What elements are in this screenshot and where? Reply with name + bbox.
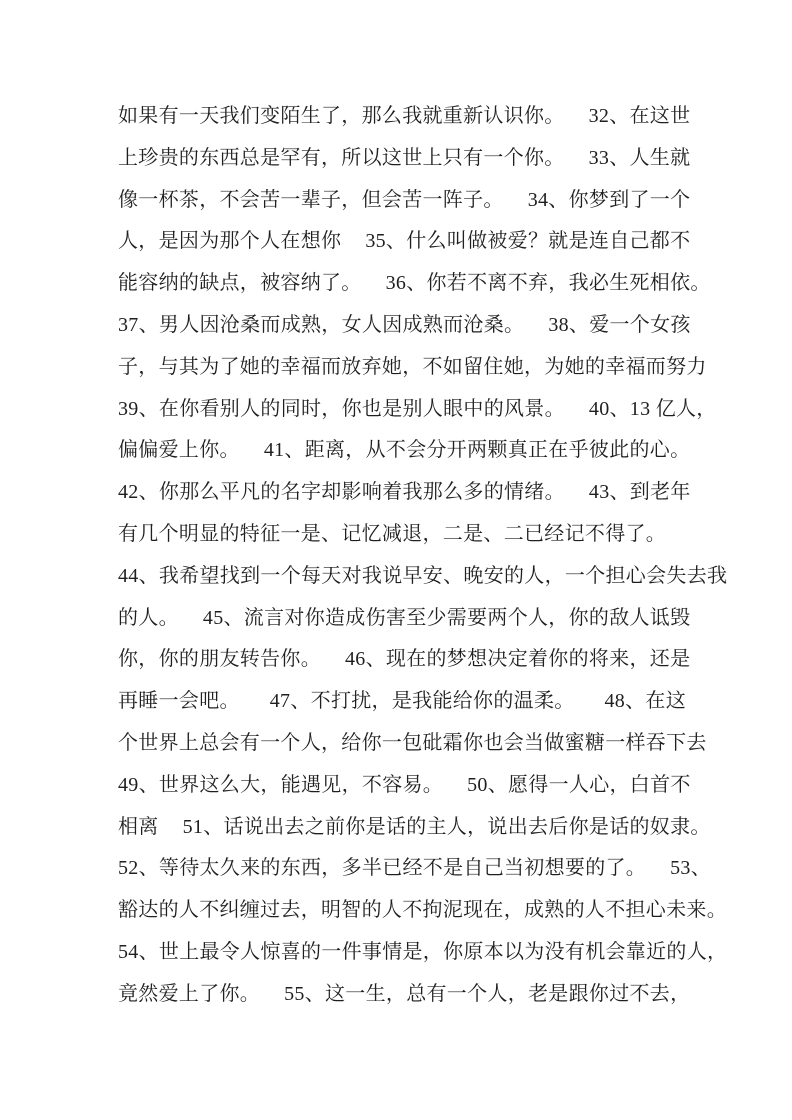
text-segment: 的人。 bbox=[118, 606, 179, 629]
text-segment: 53、 bbox=[670, 857, 712, 880]
text-segment: 52、等待太久来的东西，多半已经不是自己当初想要的了。 bbox=[118, 857, 647, 880]
text-line bbox=[118, 96, 691, 138]
text-line bbox=[118, 974, 691, 1016]
text-line bbox=[118, 389, 717, 431]
text-segment: 个世界上总会有一个人，给你一包砒霜你也会当做蜜糖一样吞下去 bbox=[118, 731, 707, 754]
text-line bbox=[118, 305, 691, 347]
text-segment: 32、在这世 bbox=[588, 105, 691, 127]
text-segment: 55、这一生，总有一个人，老是跟你过不去， bbox=[284, 982, 691, 1005]
text-block bbox=[118, 96, 728, 1016]
text-line bbox=[118, 556, 728, 598]
text-segment: 你，你的朋友转告你。 bbox=[118, 648, 321, 671]
text-segment: 如果有一天我们变陌生了，那么我就重新认识你。 bbox=[118, 105, 565, 127]
text-segment: 40、13 亿人， bbox=[588, 397, 717, 420]
text-line bbox=[118, 681, 686, 723]
text-segment: 豁达的人不纠缠过去，明智的人不拘泥现在，成熟的人不担心未来。 bbox=[118, 899, 727, 922]
text-line bbox=[118, 138, 691, 180]
text-line bbox=[118, 932, 728, 974]
text-segment: 43、到老年 bbox=[588, 481, 691, 504]
text-line bbox=[118, 639, 691, 681]
text-segment: 54、世上最令人惊喜的一件事情是，你原本以为没有机会靠近的人， bbox=[118, 940, 728, 963]
text-segment: 50、愿得一人心，白首不 bbox=[467, 773, 691, 796]
text-line bbox=[118, 723, 707, 765]
text-segment: 39、在你看别人的同时，你也是别人眼中的风景。 bbox=[118, 397, 565, 420]
text-line bbox=[118, 263, 711, 305]
text-segment: 34、你梦到了一个 bbox=[527, 188, 691, 211]
text-segment: 42、你那么平凡的名字却影响着我那么多的情绪。 bbox=[118, 481, 565, 504]
text-segment: 相离 bbox=[118, 815, 159, 838]
text-segment: 41、距离，从不会分开两颗真正在乎彼此的心。 bbox=[263, 439, 691, 462]
text-segment: 能容纳的缺点，被容纳了。 bbox=[118, 272, 362, 295]
text-segment: 51、话说出去之前你是话的主人，说出去后你是话的奴隶。 bbox=[182, 815, 711, 838]
text-segment: 45、流言对你造成伤害至少需要两个人，你的敌人诋毁 bbox=[202, 606, 691, 629]
text-segment: 像一杯茶，不会苦一辈子，但会苦一阵子。 bbox=[118, 188, 504, 211]
text-line bbox=[118, 347, 707, 389]
text-segment: 竟然爱上了你。 bbox=[118, 982, 261, 1005]
text-segment: 49、世界这么大，能遇见，不容易。 bbox=[118, 773, 444, 796]
text-segment: 44、我希望找到一个每天对我说早安、晚安的人，一个担心会失去我 bbox=[118, 564, 728, 587]
text-segment: 35、什么叫做被爱？就是连自己都不 bbox=[365, 230, 691, 253]
text-segment: 有几个明显的特征一是、记忆减退，二是、二已经记不得了。 bbox=[118, 522, 667, 545]
text-line bbox=[118, 472, 691, 514]
text-line bbox=[118, 807, 711, 849]
text-line bbox=[118, 765, 691, 807]
text-segment: 上珍贵的东西总是罕有，所以这世上只有一个你。 bbox=[118, 146, 565, 169]
text-segment: 33、人生就 bbox=[588, 146, 691, 169]
text-segment: 37、男人因沧桑而成熟，女人因成熟而沧桑。 bbox=[118, 313, 525, 336]
text-segment: 48、在这 bbox=[604, 690, 686, 713]
text-segment: 38、爱一个女孩 bbox=[548, 313, 691, 336]
text-segment: 子，与其为了她的幸福而放弃她，不如留住她，为她的幸福而努力 bbox=[118, 355, 707, 378]
text-segment: 再睡一会吧。 bbox=[118, 690, 240, 713]
text-line bbox=[118, 598, 691, 640]
text-segment: 47、不打扰，是我能给你的温柔。 bbox=[269, 690, 575, 713]
text-line bbox=[118, 890, 727, 932]
text-line bbox=[118, 180, 691, 222]
text-segment: 偏偏爱上你。 bbox=[118, 439, 240, 462]
text-line bbox=[118, 221, 691, 263]
text-line bbox=[118, 848, 712, 890]
text-line bbox=[118, 430, 691, 472]
text-segment: 人，是因为那个人在想你 bbox=[118, 230, 342, 253]
text-line bbox=[118, 514, 686, 556]
text-segment: 46、现在的梦想决定着你的将来，还是 bbox=[345, 648, 691, 671]
text-segment: 36、你若不离不弃，我必生死相依。 bbox=[385, 272, 711, 295]
